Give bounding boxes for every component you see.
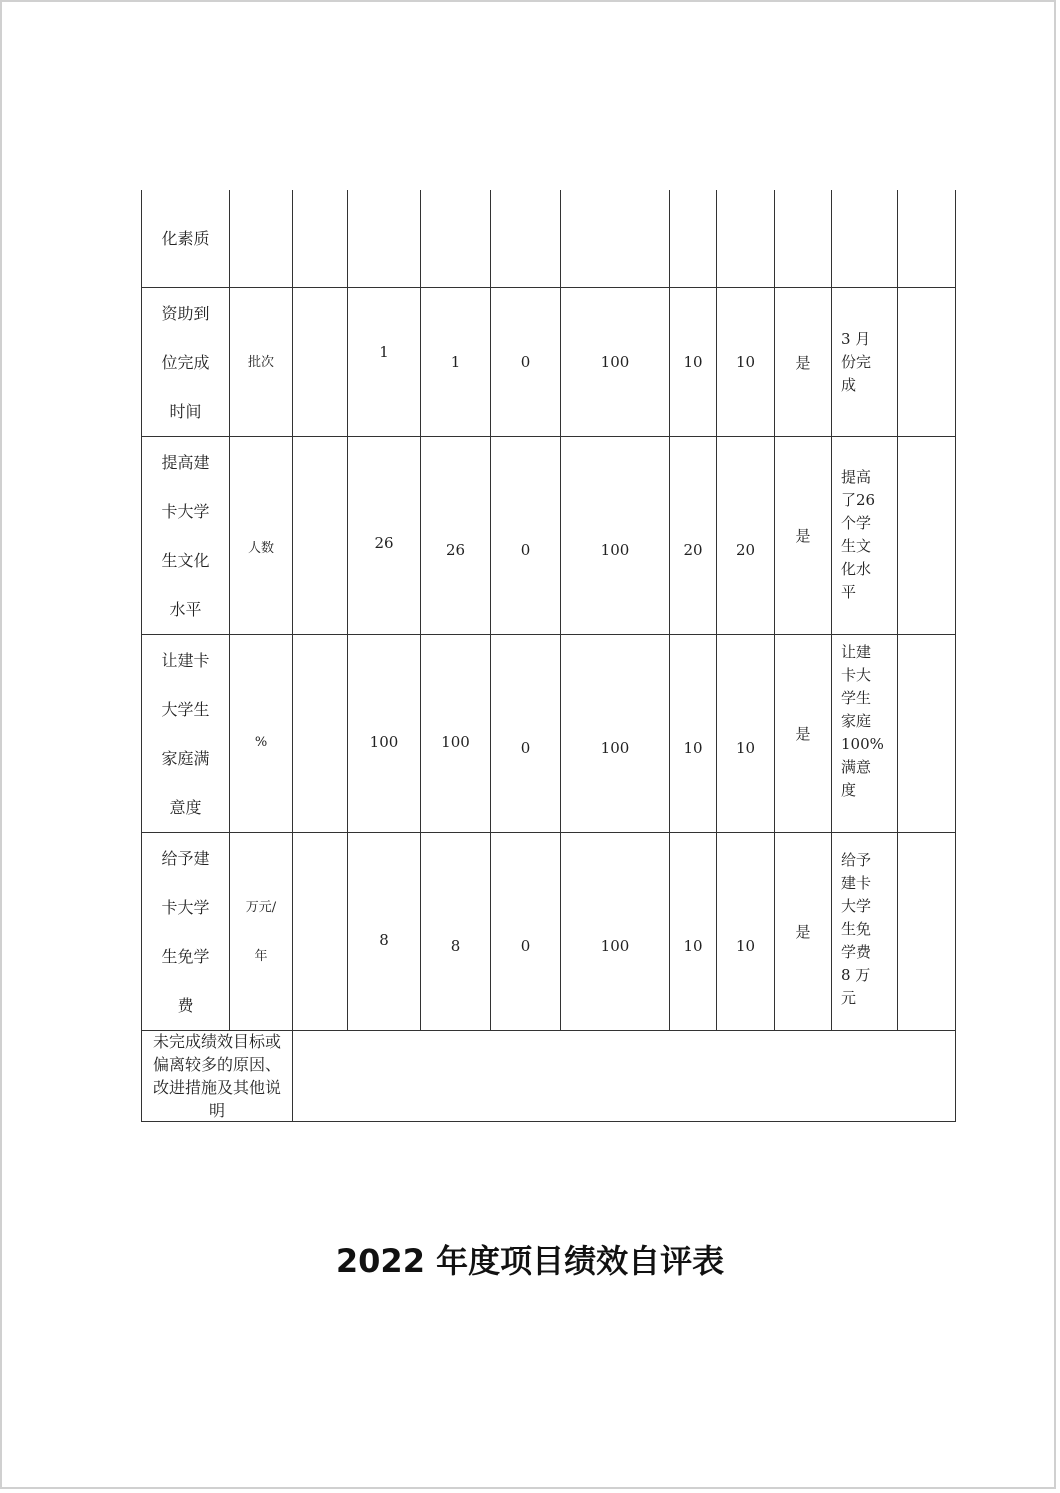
deviation-cell: 0 <box>520 937 531 955</box>
note-cell: 提高了26 个学生文化水平 <box>841 468 876 601</box>
weight-cell: 10 <box>683 353 703 371</box>
indicator-cell: 资助到位完成时间 <box>161 303 210 421</box>
score-cell: 10 <box>735 739 756 757</box>
rate-cell: 100 <box>600 937 630 955</box>
deviation-cell: 0 <box>520 739 531 757</box>
achieved-cell: 是 <box>795 923 811 941</box>
unit-cell: 万元/年 <box>245 899 277 964</box>
target-cell: 8 <box>379 931 389 949</box>
note-cell: 给予建卡大学生免学费 8 万元 <box>841 851 872 1007</box>
page-title: 2022 年度项目绩效自评表 <box>335 1242 725 1280</box>
achieved-cell: 是 <box>795 354 811 372</box>
weight-cell: 10 <box>683 937 703 955</box>
weight-cell: 10 <box>683 739 703 757</box>
rate-cell: 100 <box>600 353 630 371</box>
target-cell: 1 <box>379 343 389 361</box>
actual-cell: 8 <box>450 937 461 955</box>
indicator-cell: 化素质 <box>161 229 210 248</box>
actual-cell: 1 <box>450 353 461 371</box>
score-cell: 10 <box>735 937 756 955</box>
rate-cell: 100 <box>600 541 630 559</box>
score-cell: 10 <box>735 353 756 371</box>
score-cell: 20 <box>735 541 756 559</box>
note-cell: 让建卡大学生家庭100%满意度 <box>841 643 884 799</box>
achieved-cell: 是 <box>795 527 811 545</box>
unit-cell: 批次 <box>247 354 274 370</box>
actual-cell: 26 <box>445 541 466 559</box>
deviation-cell: 0 <box>520 541 531 559</box>
unit-cell: 人数 <box>247 540 274 556</box>
target-cell: 100 <box>369 733 399 751</box>
weight-cell: 20 <box>683 541 703 559</box>
indicator-cell: 提高建卡大学生文化水平 <box>161 452 210 619</box>
rate-cell: 100 <box>600 739 630 757</box>
achieved-cell: 是 <box>795 725 811 743</box>
table-row <box>142 190 229 287</box>
indicator-cell: 给予建卡大学生免学费 <box>161 848 210 1015</box>
target-cell: 26 <box>374 534 394 552</box>
note-cell: 3 月份完成 <box>841 330 872 394</box>
performance-table <box>141 190 956 1122</box>
indicator-cell: 让建卡大学生家庭满意度 <box>161 650 210 817</box>
reason-label: 未完成绩效目标或偏离较多的原因、改进措施及其他说明 <box>152 1032 281 1120</box>
actual-cell: 100 <box>441 733 470 751</box>
unit-cell: % <box>254 734 268 750</box>
deviation-cell: 0 <box>520 353 531 371</box>
